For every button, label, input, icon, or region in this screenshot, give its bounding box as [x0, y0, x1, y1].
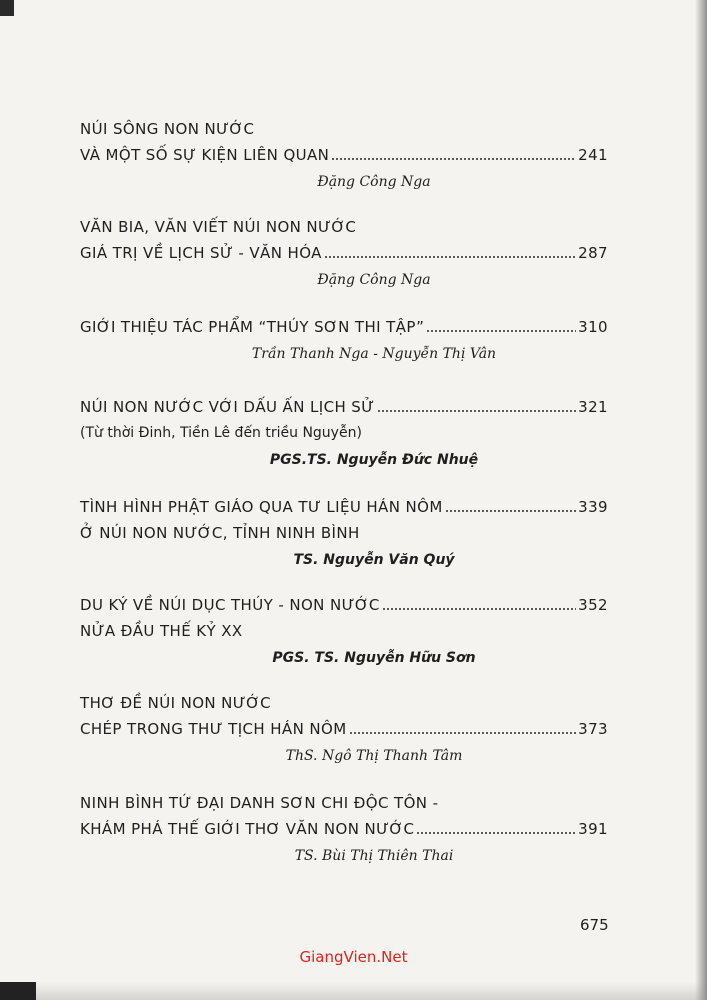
- toc-title-line: [80, 142, 608, 168]
- dot-leader: [349, 731, 577, 735]
- toc-entry: [80, 690, 608, 770]
- toc-title: NỬA ĐẦU THẾ KỶ XX: [80, 622, 243, 640]
- toc-title-line: [80, 214, 608, 240]
- toc-title: GIÁ TRỊ VỀ LỊCH SỬ - VĂN HÓA: [80, 244, 322, 262]
- dot-leader: [382, 607, 576, 611]
- toc-title-line: [80, 592, 608, 618]
- toc-title-line: [80, 240, 608, 266]
- toc-title: VĂN BIA, VĂN VIẾT NÚI NON NƯỚC: [80, 218, 357, 236]
- scan-right-shadow: [695, 0, 707, 1000]
- toc-entry: [80, 494, 608, 574]
- toc-title-line: [80, 816, 608, 842]
- toc-author: Đặng Công Nga: [317, 174, 431, 190]
- toc-entry: [80, 116, 608, 196]
- toc-author: PGS.TS. Nguyễn Đức Nhuệ: [269, 452, 479, 468]
- toc-page-number: 321: [578, 398, 608, 416]
- toc-title-line: [80, 716, 608, 742]
- toc-title-line: [80, 520, 608, 546]
- toc-entry: [80, 790, 608, 870]
- toc-page-number: 352: [578, 596, 608, 614]
- toc-title-line: [80, 314, 608, 340]
- toc-title-line: [80, 690, 608, 716]
- toc-title-line: [80, 618, 608, 644]
- scan-bottom-shadow: [0, 982, 707, 1000]
- scan-bottom-left-mark: [0, 982, 36, 1000]
- toc-title-line: [80, 116, 608, 142]
- toc-title-line: [80, 494, 608, 520]
- toc-title: NÚI NON NƯỚC VỚI DẤU ẤN LỊCH SỬ: [80, 398, 375, 416]
- toc-author: TS. Bùi Thị Thiên Thai: [294, 848, 454, 864]
- toc-author: Đặng Công Nga: [317, 272, 431, 288]
- toc-page-number: 241: [578, 146, 608, 164]
- toc-page-number: 373: [578, 720, 608, 738]
- toc-title-line: [80, 790, 608, 816]
- toc-title: THƠ ĐỀ NÚI NON NƯỚC: [80, 694, 272, 712]
- toc-title: CHÉP TRONG THƯ TỊCH HÁN NÔM: [80, 720, 347, 738]
- watermark-text: GiangVien.Net: [299, 948, 408, 966]
- dot-leader: [416, 831, 576, 835]
- toc-entry: [80, 592, 608, 672]
- toc-author: Trần Thanh Nga - Nguyễn Thị Vân: [251, 346, 497, 362]
- dot-leader: [426, 329, 576, 333]
- page-number: 675: [580, 916, 609, 934]
- toc-page-number: 310: [578, 318, 608, 336]
- toc-title-line: [80, 394, 608, 420]
- toc-title: NÚI SÔNG NON NƯỚC: [80, 120, 255, 138]
- toc-subtitle: (Từ thời Đinh, Tiền Lê đến triều Nguyễn): [80, 425, 362, 441]
- dot-leader: [331, 157, 576, 161]
- toc-title: DU KÝ VỀ NÚI DỤC THÚY - NON NƯỚC: [80, 596, 380, 614]
- toc-page-number: 287: [578, 244, 608, 262]
- toc-author: PGS. TS. Nguyễn Hữu Sơn: [272, 650, 476, 666]
- toc-author: TS. Nguyễn Văn Quý: [293, 552, 455, 568]
- scan-corner-mark: [0, 0, 14, 16]
- toc-entry: [80, 394, 608, 474]
- dot-leader: [324, 255, 576, 259]
- dot-leader: [445, 509, 576, 513]
- toc-page-number: 339: [578, 498, 608, 516]
- toc-title: VÀ MỘT SỐ SỰ KIỆN LIÊN QUAN: [80, 146, 330, 164]
- toc-title: GIỚI THIỆU TÁC PHẨM “THÚY SƠN THI TẬP”: [80, 318, 425, 336]
- toc-title: NINH BÌNH TỨ ĐẠI DANH SƠN CHI ĐỘC TÔN -: [80, 794, 439, 812]
- toc-title: KHÁM PHÁ THẾ GIỚI THƠ VĂN NON NƯỚC: [80, 820, 415, 838]
- toc-author: ThS. Ngô Thị Thanh Tâm: [285, 748, 463, 764]
- toc-title: Ở NÚI NON NƯỚC, TỈNH NINH BÌNH: [80, 524, 360, 542]
- dot-leader: [377, 409, 577, 413]
- toc-entry: [80, 314, 608, 368]
- toc-title: TÌNH HÌNH PHẬT GIÁO QUA TƯ LIỆU HÁN NÔM: [80, 498, 443, 516]
- toc-entry: [80, 214, 608, 294]
- toc-page-number: 391: [578, 820, 608, 838]
